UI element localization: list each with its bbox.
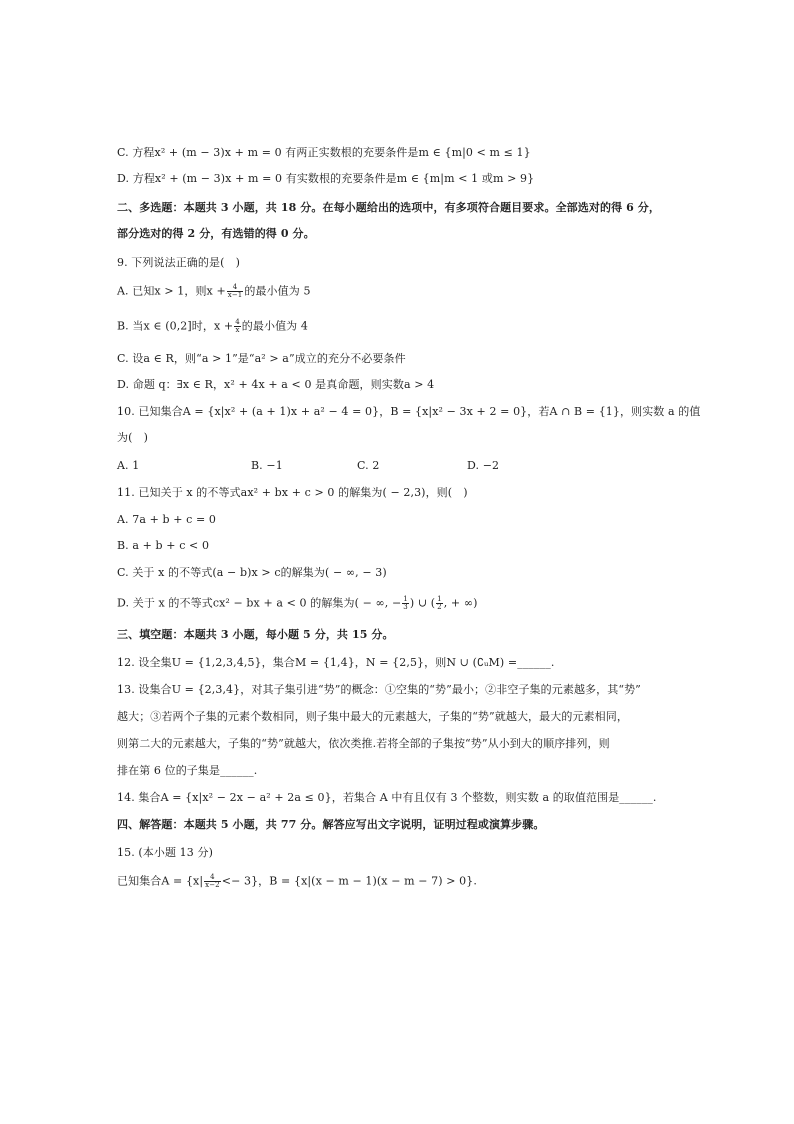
q11d-denominator-2: 2 xyxy=(437,603,442,611)
question-10: 10. 已知集合A = {x|x² + (a + 1)x + a² − 4 = 0}，B = {x|x² − 3x + 2 = 0}，若A ∩ B = {1}，则实数 a 的值 xyxy=(117,405,701,418)
q10-options xyxy=(117,459,677,473)
q9a-denominator: x−1 xyxy=(227,291,243,299)
section-3-header: 三、填空题：本题共 3 小题，每小题 5 分，共 15 分。 xyxy=(117,628,394,641)
q11d-fraction-1 xyxy=(402,596,409,611)
q10-option-c: C. 2 xyxy=(357,459,380,472)
q9b-numerator: 4 xyxy=(235,318,240,326)
q11-option-d xyxy=(117,596,477,611)
q15-numerator: 4 xyxy=(204,874,221,882)
q11d-numerator-2: 1 xyxy=(437,595,442,603)
q9a-numerator: 4 xyxy=(227,284,244,292)
q11d-denominator-1: 3 xyxy=(403,603,408,611)
question-10-cont: 为( ) xyxy=(117,431,148,444)
question-15-body xyxy=(117,874,477,889)
q8-option-c: C. 方程x² + (m − 3)x + m = 0 有两正实数根的充要条件是m ∈ {m|0 < m ≤ 1} xyxy=(117,146,531,159)
q15-denominator: x−2 xyxy=(205,881,220,889)
q8-option-d: D. 方程x² + (m − 3)x + m = 0 有实数根的充要条件是m ∈ {m|m < 1 或m > 9} xyxy=(117,172,535,185)
q10-option-d: D. −2 xyxy=(467,459,500,472)
q11d-fraction-2 xyxy=(436,596,443,611)
question-13-line-4: 排在第 6 位的子集是______. xyxy=(117,764,258,777)
question-14: 14. 集合A = {x|x² − 2x − a² + 2a ≤ 0}，若集合 A 中有且仅有 3 个整数，则实数 a 的取值范围是______. xyxy=(117,791,657,804)
q9a-text-post: 的最小值为 5 xyxy=(244,284,311,298)
question-11: 11. 已知关于 x 的不等式ax² + bx + c > 0 的解集为( − 2,3)，则( ) xyxy=(117,486,468,499)
question-9: 9. 下列说法正确的是( ) xyxy=(117,256,240,269)
q10-option-a: A. 1 xyxy=(117,459,140,472)
section-2-header-cont: 部分选对的得 2 分，有选错的得 0 分。 xyxy=(117,227,315,240)
question-13-line-2: 越大；③若两个子集的元素个数相同，则子集中最大的元素越大，子集的“势”就越大，最大的元素相同， xyxy=(117,710,628,723)
q9-option-d: D. 命题 q：∃x ∈ R，x² + 4x + a < 0 是真命题，则实数a > 4 xyxy=(117,378,435,391)
q11-option-c: C. 关于 x 的不等式(a − b)x > c的解集为( − ∞, − 3) xyxy=(117,566,387,579)
q11-option-a: A. 7a + b + c = 0 xyxy=(117,513,217,526)
q11d-text-mid: ) ∪ ( xyxy=(409,596,436,610)
q9b-fraction xyxy=(234,319,241,334)
q11d-text-post: , + ∞) xyxy=(443,596,478,610)
q11d-text-pre: D. 关于 x 的不等式cx² − bx + a < 0 的解集为( − ∞, − xyxy=(117,596,402,610)
q15-text-post: <− 3}，B = {x|(x − m − 1)(x − m − 7) > 0}. xyxy=(221,874,477,888)
q9b-text-post: 的最小值为 4 xyxy=(241,319,308,333)
question-12: 12. 设全集U = {1,2,3,4,5}，集合M = {1,4}，N = {2,5}，则N ∪ (∁ᵤM) =______. xyxy=(117,656,555,669)
q9-option-a xyxy=(117,284,311,299)
q15-text-pre: 已知集合A = {x| xyxy=(117,874,204,888)
q10-option-b: B. −1 xyxy=(251,459,283,472)
question-13-line-3: 则第二大的元素越大，子集的“势”就越大，依次类推.若将全部的子集按“势”从小到大的顺序排列，则 xyxy=(117,737,610,750)
q15-fraction xyxy=(204,874,221,889)
section-4-header: 四、解答题：本题共 5 小题，共 77 分。解答应写出文字说明，证明过程或演算步骤。 xyxy=(117,818,545,831)
question-13: 13. 设集合U = {2,3,4}，对其子集引进“势”的概念：①空集的“势”最小；②非空子集的元素越多，其“势” xyxy=(117,683,641,696)
q9a-text-pre: A. 已知x > 1，则x + xyxy=(117,284,226,298)
q9a-fraction xyxy=(227,284,244,299)
q9-option-c: C. 设a ∈ R，则“a > 1”是“a² > a”成立的充分不必要条件 xyxy=(117,352,406,365)
q9b-denominator: x xyxy=(235,326,240,334)
question-15: 15. (本小题 13 分) xyxy=(117,846,213,859)
q11d-numerator-1: 1 xyxy=(403,595,408,603)
q9-option-b xyxy=(117,319,308,334)
q11-option-b: B. a + b + c < 0 xyxy=(117,539,210,552)
section-2-header: 二、多选题：本题共 3 小题，共 18 分。在每小题给出的选项中，有多项符合题目要求。全部选对的得 6 分， xyxy=(117,201,660,214)
q9b-text-pre: B. 当x ∈ (0,2]时，x + xyxy=(117,319,234,333)
